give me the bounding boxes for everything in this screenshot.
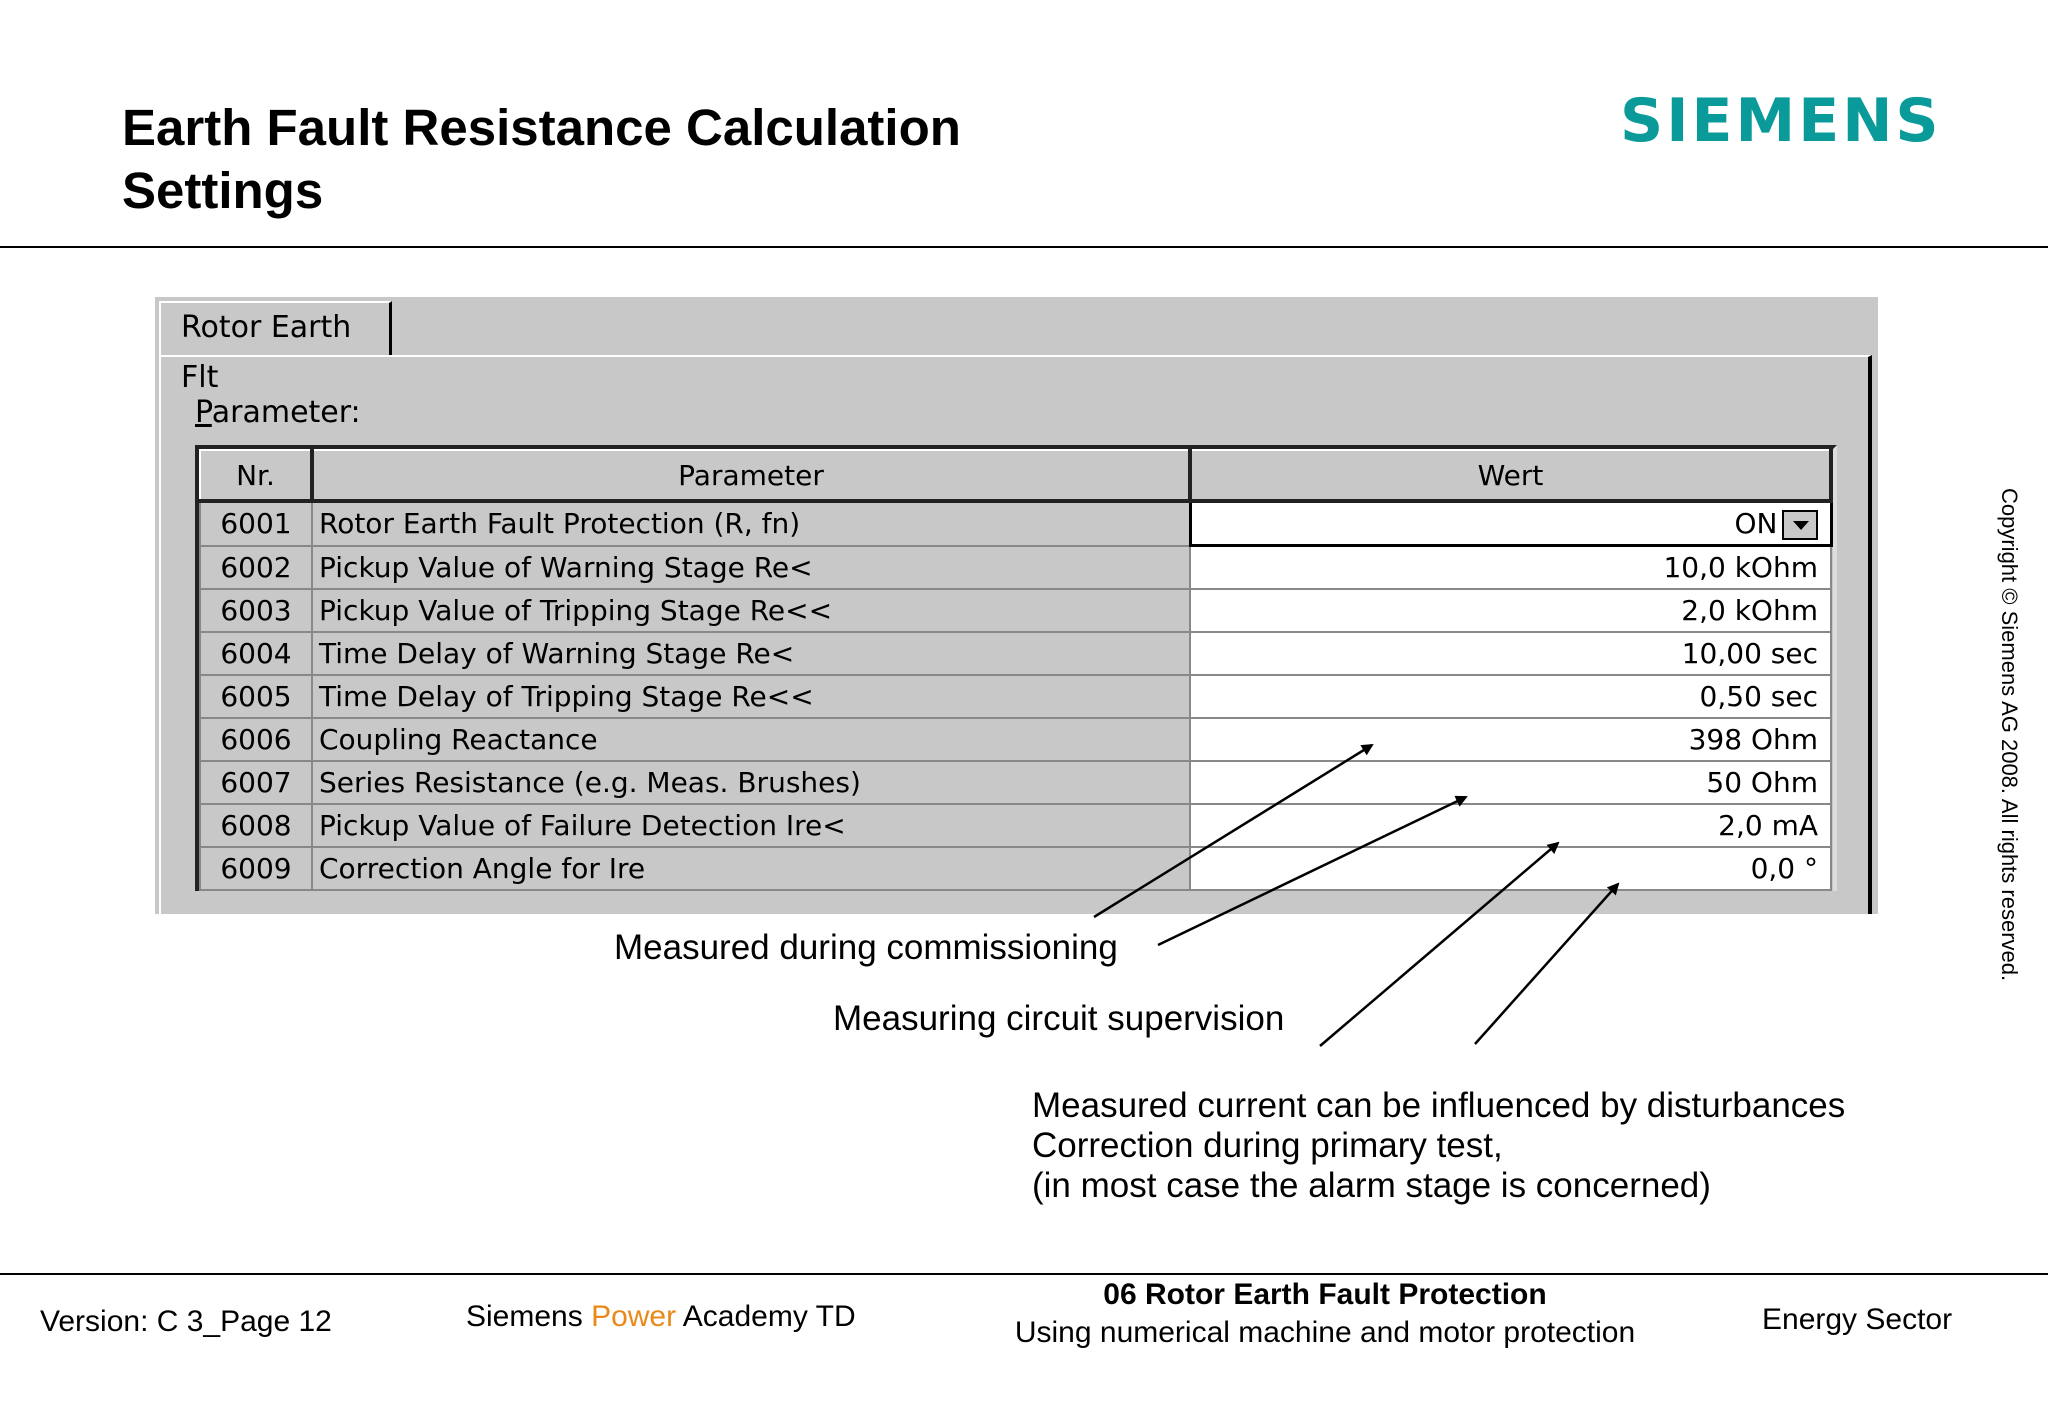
footer-course-title: 06 Rotor Earth Fault Protection: [1103, 1278, 1547, 1311]
table-row[interactable]: [200, 761, 1831, 804]
dropdown-value: ON: [1734, 507, 1778, 540]
table-row[interactable]: [200, 501, 1831, 546]
row-value[interactable]: 0,0 °: [1190, 847, 1831, 890]
siemens-logo: SIEMENS: [1620, 86, 1942, 156]
footer-divider: [0, 1273, 2048, 1275]
table-row[interactable]: [200, 675, 1831, 718]
table-row[interactable]: [200, 804, 1831, 847]
value-dropdown[interactable]: [1190, 501, 1831, 546]
table-row[interactable]: [200, 632, 1831, 675]
slide-title-line1: Earth Fault Resistance Calculation: [122, 99, 961, 156]
column-header-nr[interactable]: Nr.: [200, 450, 312, 501]
table-header-row: [200, 450, 1831, 501]
slide-title-line2: Settings: [122, 162, 324, 219]
row-parameter: Pickup Value of Tripping Stage Re<<: [312, 589, 1190, 632]
parameter-grid: [195, 445, 1837, 891]
copyright-notice: Copyright © Siemens AG 2008. All rights reserved.: [1997, 488, 2022, 982]
column-header-parameter[interactable]: Parameter: [312, 450, 1190, 501]
footer-course-subtitle: Using numerical machine and motor protection: [1014, 1316, 1636, 1349]
footer-version: Version: C 3_Page 12: [40, 1305, 332, 1338]
row-nr: 6001: [200, 501, 312, 546]
table-row[interactable]: [200, 589, 1831, 632]
row-parameter: Rotor Earth Fault Protection (R, fn): [312, 501, 1190, 546]
annotation-disturbance: [1032, 1086, 1845, 1206]
parameter-label-text: arameter:: [211, 395, 361, 430]
footer-sector: Energy Sector: [1762, 1303, 1953, 1336]
row-parameter: Time Delay of Tripping Stage Re<<: [312, 675, 1190, 718]
tab-rotor-earth-flt[interactable]: Rotor Earth Flt: [159, 301, 392, 355]
row-parameter: Coupling Reactance: [312, 718, 1190, 761]
header-divider: [0, 246, 2048, 248]
row-nr: 6009: [200, 847, 312, 890]
slide-title: [122, 96, 961, 222]
row-value[interactable]: 0,50 sec: [1190, 675, 1831, 718]
footer-course: [960, 1276, 1690, 1352]
row-value[interactable]: 10,00 sec: [1190, 632, 1831, 675]
row-nr: 6003: [200, 589, 312, 632]
footer-academy: [466, 1300, 856, 1334]
row-parameter: Correction Angle for Ire: [312, 847, 1190, 890]
row-parameter: Series Resistance (e.g. Meas. Brushes): [312, 761, 1190, 804]
parameter-table: [199, 449, 1833, 891]
column-header-wert[interactable]: Wert: [1190, 450, 1831, 501]
row-parameter: Time Delay of Warning Stage Re<: [312, 632, 1190, 675]
annotation-disturbance-line2: Correction during primary test,: [1032, 1126, 1503, 1165]
row-value[interactable]: 2,0 kOhm: [1190, 589, 1831, 632]
row-value[interactable]: 398 Ohm: [1190, 718, 1831, 761]
row-nr: 6002: [200, 546, 312, 590]
row-parameter: Pickup Value of Failure Detection Ire<: [312, 804, 1190, 847]
row-nr: 6004: [200, 632, 312, 675]
annotation-disturbance-line1: Measured current can be influenced by disturbances: [1032, 1086, 1846, 1125]
footer-academy-highlight: Power: [591, 1300, 677, 1333]
parameter-label-hotkey: P: [195, 395, 212, 430]
table-row[interactable]: [200, 847, 1831, 890]
annotation-disturbance-line3: (in most case the alarm stage is concerned): [1032, 1166, 1711, 1205]
row-nr: 6006: [200, 718, 312, 761]
table-row[interactable]: [200, 546, 1831, 590]
row-nr: 6007: [200, 761, 312, 804]
chevron-down-icon[interactable]: [1782, 510, 1818, 540]
row-value[interactable]: 10,0 kOhm: [1190, 546, 1831, 590]
footer-academy-pre: Siemens: [466, 1300, 592, 1333]
annotation-supervision: Measuring circuit supervision: [833, 999, 1285, 1038]
parameter-label: [195, 395, 361, 430]
row-value[interactable]: 50 Ohm: [1190, 761, 1831, 804]
row-parameter: Pickup Value of Warning Stage Re<: [312, 546, 1190, 590]
row-nr: 6005: [200, 675, 312, 718]
settings-dialog: [155, 297, 1878, 914]
footer-academy-post: Academy TD: [676, 1300, 856, 1333]
annotation-commissioning: Measured during commissioning: [614, 928, 1118, 967]
table-row[interactable]: [200, 718, 1831, 761]
row-nr: 6008: [200, 804, 312, 847]
row-value[interactable]: 2,0 mA: [1190, 804, 1831, 847]
